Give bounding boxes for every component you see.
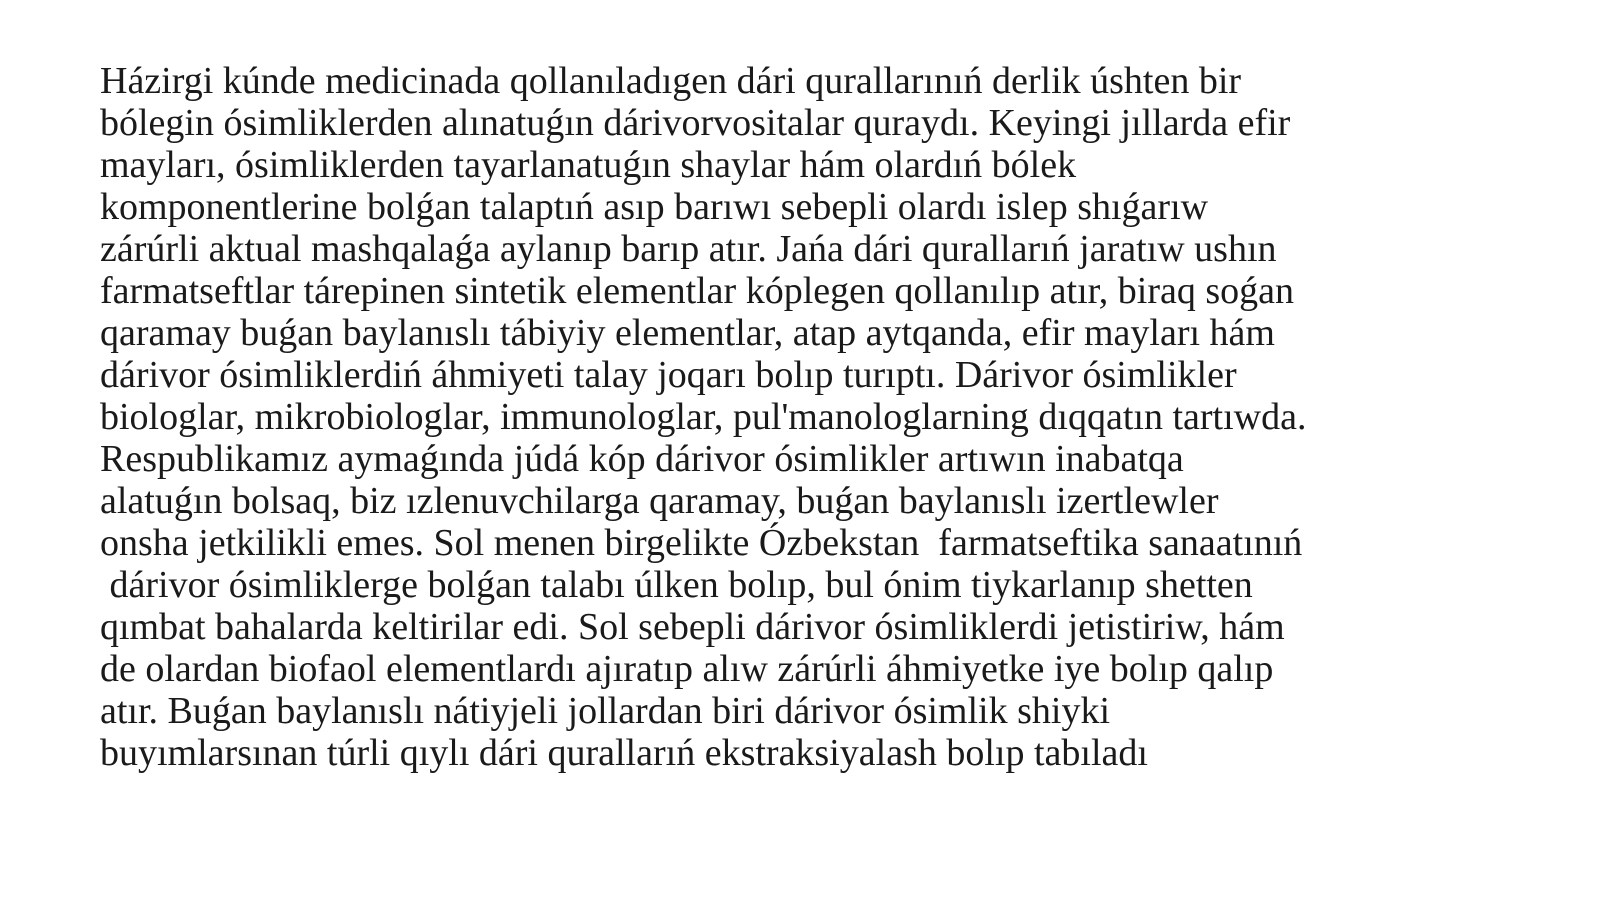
paragraph-line: onsha jetkilikli emes. Sol menen birgelikte Ózbekstan farmatseftika sanaatınıń <box>100 522 1303 564</box>
paragraph-line: mayları, ósimliklerden tayarlanatuǵın shaylar hám olardıń bólek <box>100 144 1077 186</box>
paragraph-line: biologlar, mikrobiologlar, immunologlar, pul'manologlarning dıqqatın tartıwda. <box>100 396 1307 438</box>
paragraph-line: farmatseftlar tárepinen sintetik elementlar kóplegen qollanılıp atır, biraq soǵan <box>100 270 1294 312</box>
paragraph-line: zárúrli aktual mashqalaǵa aylanıp barıp atır. Jańa dári qurallarıń jaratıw ushın <box>100 228 1277 270</box>
paragraph-line: dárivor ósimliklerdiń áhmiyeti talay joqarı bolıp turıptı. Dárivor ósimlikler <box>100 354 1237 396</box>
paragraph-line: de olardan biofaol elementlardı ajıratıp alıw zárúrli áhmiyetke iye bolıp qalıp <box>100 648 1274 690</box>
body-paragraph <box>100 60 1560 774</box>
paragraph-line: dárivor ósimliklerge bolǵan talabı úlken bolıp, bul ónim tiykarlanıp shetten <box>100 564 1253 606</box>
paragraph-line: Respublikamız aymaǵında júdá kóp dárivor ósimlikler artıwın inabatqa <box>100 438 1184 480</box>
paragraph-line: buyımlarsınan túrli qıylı dári qurallarıń ekstraksiyalash bolıp tabıladı <box>100 732 1148 774</box>
paragraph-line: bólegin ósimliklerden alınatuǵın dárivorvositalar quraydı. Keyingi jıllarda efir <box>100 102 1291 144</box>
paragraph-line: Házirgi kúnde medicinada qollanıladıgen dári qurallarınıń derlik úshten bir <box>100 60 1242 102</box>
paragraph-line: qaramay buǵan baylanıslı tábiyiy elementlar, atap aytqanda, efir mayları hám <box>100 312 1275 354</box>
paragraph-line: qımbat bahalarda keltirilar edi. Sol sebepli dárivor ósimliklerdi jetistiriw, hám <box>100 606 1285 648</box>
paragraph-line: komponentlerine bolǵan talaptıń asıp barıwı sebepli olardı islep shıǵarıw <box>100 186 1209 228</box>
paragraph-line: alatuǵın bolsaq, biz ızlenuvchilarga qaramay, buǵan baylanıslı izertlewler <box>100 480 1219 522</box>
paragraph-line: atır. Buǵan baylanıslı nátiyjeli jollardan biri dárivor ósimlik shiyki <box>100 690 1111 732</box>
